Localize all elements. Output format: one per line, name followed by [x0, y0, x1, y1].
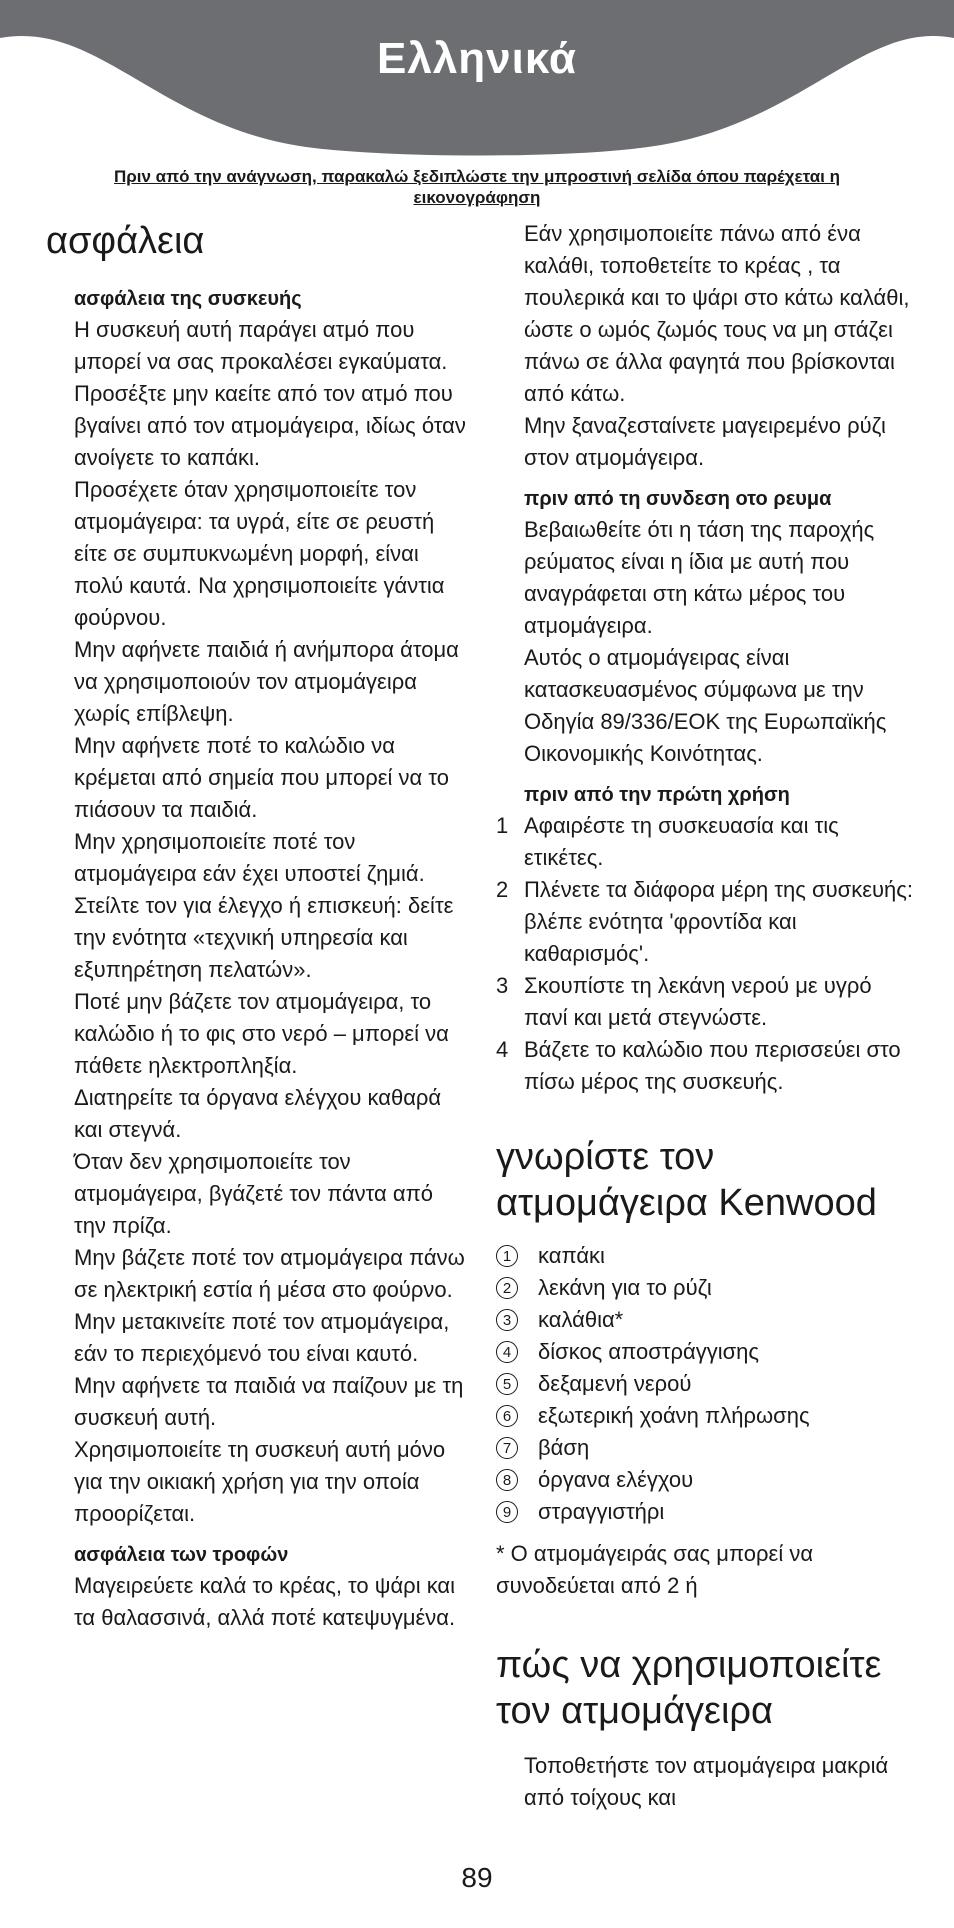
part-label: καλάθια*	[538, 1307, 624, 1332]
list-item	[496, 1432, 916, 1464]
safety-paragraph: Μην χρησιμοποιείτε ποτέ τον ατμομάγειρα εάν έχει υποστεί ζημιά. Στείλτε τον για έλεγχο ή επισκευή: δείτε την ενότητα «τεχνική υπηρεσία και εξυπηρέτηση πελατών».	[74, 829, 454, 982]
before-first-use-title: πριν από την πρώτη χρήση	[524, 784, 790, 806]
right-column	[496, 218, 916, 1814]
page-number: 89	[461, 1862, 493, 1893]
plug-paragraph: Βεβαιωθείτε ότι η τάση της παροχής ρεύματος είναι η ίδια με αυτή που αναγράφεται στη κάτω μέρος του ατμομάγειρα.	[524, 517, 875, 638]
know-title-line1: γνωρίστε τον	[496, 1136, 715, 1178]
list-item	[496, 874, 916, 970]
how-to-use-title-line2: τον ατμομάγειρα	[496, 1690, 774, 1732]
part-number: 4	[496, 1341, 518, 1363]
part-number: 2	[496, 1277, 518, 1299]
step-text: Βάζετε το καλώδιο που περισσεύει στο πίσω μέρος της συσκευής.	[524, 1037, 901, 1094]
safety-paragraph: Μην αφήνετε ποτέ το καλώδιο να κρέμεται από σημεία που μπορεί να το πιάσουν τα παιδιά.	[74, 733, 449, 822]
parts-list	[496, 1240, 916, 1528]
part-label: καπάκι	[538, 1243, 605, 1268]
safety-paragraph: Χρησιμοποιείτε τη συσκευή αυτή μόνο για την οικιακή χρήση για την οποία προορίζεται.	[74, 1437, 446, 1526]
unfold-note: Πριν από την ανάγνωση, παρακαλώ ξεδιπλώστε την μπροστινή σελίδα όπου παρέχεται η εικονογράφηση	[113, 167, 841, 207]
first-use-steps	[496, 810, 916, 1098]
plug-paragraph: Αυτός ο ατμομάγειρας είναι κατασκευασμένος σύμφωνα με την Οδηγία 89/336/ΕΟΚ της Ευρωπαϊκής Οικονομικής Κοινότητας.	[524, 645, 887, 766]
food-safety-title: ασφάλεια των τροφών	[74, 1544, 289, 1566]
part-number: 1	[496, 1245, 518, 1267]
safety-paragraph: Διατηρείτε τα όργανα ελέγχου καθαρά και στεγνά.	[74, 1085, 442, 1142]
part-label: στραγγιστήρι	[538, 1499, 665, 1524]
safety-paragraph: Προσέξτε μην καείτε από τον ατμό που βγαίνει από τον ατμομάγειρα, ιδίως όταν ανοίγετε το καπάκι.	[74, 381, 466, 470]
list-item	[496, 1240, 916, 1272]
safety-paragraph: Μην βάζετε ποτέ τον ατμομάγειρα πάνω σε ηλεκτρική εστία ή μέσα στο φούρνο.	[74, 1245, 465, 1302]
list-item	[496, 1496, 916, 1528]
part-number: 7	[496, 1437, 518, 1459]
list-item	[496, 810, 916, 874]
how-to-use-title	[496, 1642, 916, 1734]
safety-paragraph: Προσέχετε όταν χρησιμοποιείτε τον ατμομάγειρα: τα υγρά, είτε σε ρευστή είτε σε συμπυκνωμένη μορφή, είναι πολύ καυτά. Να χρησιμοποιείτε γάντια φούρνου.	[74, 477, 445, 630]
step-number: 1	[496, 813, 509, 838]
language-title: Ελληνικά	[377, 34, 577, 83]
safety-title: ασφάλεια	[46, 220, 205, 262]
list-item	[496, 1304, 916, 1336]
part-number: 8	[496, 1469, 518, 1491]
part-label: δεξαμενή νερού	[538, 1371, 692, 1396]
list-item	[496, 1272, 916, 1304]
part-number: 6	[496, 1405, 518, 1427]
list-item	[496, 1368, 916, 1400]
step-text: Πλένετε τα διάφορα μέρη της συσκευής: βλέπε ενότητα 'φροντίδα και καθαρισμός'.	[524, 877, 913, 966]
safety-paragraph: Όταν δεν χρησιμοποιείτε τον ατμομάγειρα, βγάζετέ τον πάντα από την πρίζα.	[74, 1149, 434, 1238]
know-title-line2: ατμομάγειρα Kenwood	[496, 1182, 877, 1224]
step-number: 3	[496, 973, 509, 998]
header-band	[0, 0, 954, 170]
part-label: δίσκος αποστράγγισης	[538, 1339, 760, 1364]
step-number: 2	[496, 877, 509, 902]
food-safety-paragraph: Εάν χρησιμοποιείτε πάνω από ένα καλάθι, τοποθετείτε το κρέας , τα πουλερικά και το ψάρι στο κάτω καλάθι, ώστε ο ωμός ζωμός τους να μη στάζει πάνω σε άλλα φαγητά που βρίσκονται από κάτω.	[524, 221, 910, 406]
know-title	[496, 1134, 916, 1226]
safety-paragraph: Η συσκευή αυτή παράγει ατμό που μπορεί να σας προκαλέσει εγκαύματα.	[74, 317, 448, 374]
list-item	[496, 1464, 916, 1496]
part-number: 3	[496, 1309, 518, 1331]
appliance-safety-title: ασφάλεια της συσκευής	[74, 288, 302, 310]
safety-paragraph: Μην αφήνετε τα παιδιά να παίζουν με τη συσκευή αυτή.	[74, 1373, 464, 1430]
step-text: Σκουπίστε τη λεκάνη νερού με υγρό πανί και μετά στεγνώστε.	[524, 973, 872, 1030]
part-label: λεκάνη για το ρύζι	[538, 1275, 712, 1300]
how-to-use-paragraph: Τοποθετήστε τον ατμομάγειρα μακριά από τοίχους και	[524, 1753, 889, 1810]
safety-paragraph: Ποτέ μην βάζετε τον ατμομάγειρα, το καλώδιο ή το φις στο νερό – μπορεί να πάθετε ηλεκτροπληξία.	[74, 989, 449, 1078]
header-wave-shape	[0, 0, 954, 170]
how-to-use-title-line1: πώς να χρησιμοποιείτε	[496, 1644, 882, 1686]
food-safety-paragraph: Μαγειρεύετε καλά το κρέας, το ψάρι και τα θαλασσινά, αλλά ποτέ κατεψυγμένα.	[74, 1573, 456, 1630]
list-item	[496, 970, 916, 1034]
food-safety-paragraph: Μην ξαναζεσταίνετε μαγειρεμένο ρύζι στον ατμομάγειρα.	[524, 413, 886, 470]
part-number: 5	[496, 1373, 518, 1395]
step-text: Αφαιρέστε τη συσκευασία και τις ετικέτες.	[524, 813, 839, 870]
part-label: όργανα ελέγχου	[538, 1467, 694, 1492]
parts-footnote: * Ο ατμομάγειράς σας μπορεί να συνοδεύεται από 2 ή	[496, 1541, 814, 1598]
step-number: 4	[496, 1037, 509, 1062]
list-item	[496, 1400, 916, 1432]
list-item	[496, 1336, 916, 1368]
safety-paragraph: Μην αφήνετε παιδιά ή ανήμπορα άτομα να χρησιμοποιούν τον ατμομάγειρα χωρίς επίβλεψη.	[74, 637, 459, 726]
part-label: εξωτερική χοάνη πλήρωσης	[538, 1403, 810, 1428]
list-item	[496, 1034, 916, 1098]
safety-paragraph: Μην μετακινείτε ποτέ τον ατμομάγειρα, εάν το περιεχόμενό του είναι καυτό.	[74, 1309, 450, 1366]
before-plugging-title: πριν από τη συνδεση οτο ρευμα	[524, 488, 832, 510]
left-column	[46, 218, 466, 1634]
part-number: 9	[496, 1501, 518, 1523]
part-label: βάση	[538, 1435, 590, 1460]
